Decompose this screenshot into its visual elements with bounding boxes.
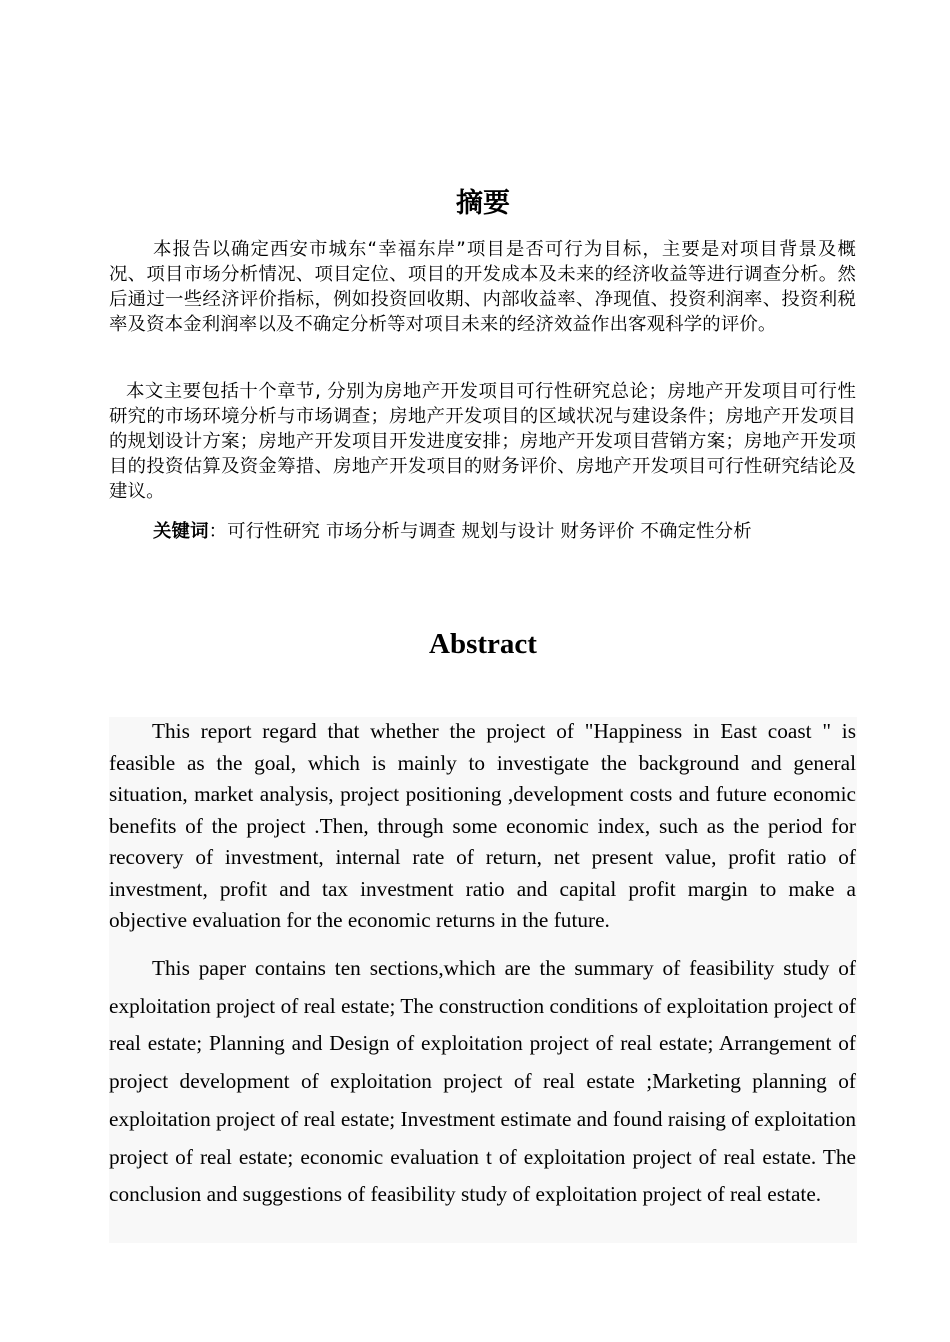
keywords-label: 关键词 bbox=[153, 521, 209, 542]
keywords-colon: ： bbox=[208, 521, 228, 542]
chinese-abstract-paragraph-1: 本报告以确定西安市城东“幸福东岸”项目是否可行为目标，主要是对项目背景及概况、项目市场分析情况、项目定位、项目的开发成本及未来的经济收益等进行调查分析。然后通过一些经济评价指标，例如投资回收期、内部收益率、净现值、投资利润率、投资利税率及资本金利润率以及不确定分析等对项目未来的经济效益作出客观科学的评价。 bbox=[109, 239, 856, 335]
english-abstract-paragraph-2: This paper contains ten sections,which are the summary of feasibility study of exploitation project of real estate; The construction conditions of exploitation project of real estate; Planning and Design of exploitation project of real estate; Arrangement of project development of exploitation project of real estate ;Marketing planning of exploitation project of real estate; Investment estimate and found raising of exploitation project of real estate; economic evaluation t of exploitation project of real estate. The conclusion and suggestions of feasibility study of exploitation project of real estate. bbox=[109, 956, 856, 1207]
english-abstract-title: Abstract bbox=[429, 628, 537, 660]
chinese-abstract-paragraph-2: 本文主要包括十个章节, 分别为房地产开发项目可行性研究总论；房地产开发项目可行性研究的市场环境分析与市场调查；房地产开发项目的区域状况与建设条件；房地产开发项目的规划设计方案；房地产开发项目开发进度安排；房地产开发项目营销方案；房地产开发项目的投资估算及资金筹措、房地产开发项目的财务评价、房地产开发项目可行性研究结论及建议。 bbox=[109, 381, 856, 502]
chinese-keywords-line bbox=[109, 519, 856, 544]
chinese-abstract-title: 摘要 bbox=[456, 188, 510, 219]
english-abstract-paragraph-1: This report regard that whether the project of "Happiness in East coast " is feasible as the goal, which is mainly to investigate the background and general situation, market analysis, project positioning ,development costs and future economic benefits of the project .Then, through some economic index, such as the period for recovery of investment, internal rate of return, net present value, profit ratio of investment, profit and tax investment ratio and capital profit margin to make a objective evaluation for the economic returns in the future. bbox=[109, 719, 856, 932]
keywords-list: 可行性研究 市场分析与调查 规划与设计 财务评价 不确定性分析 bbox=[227, 521, 752, 542]
